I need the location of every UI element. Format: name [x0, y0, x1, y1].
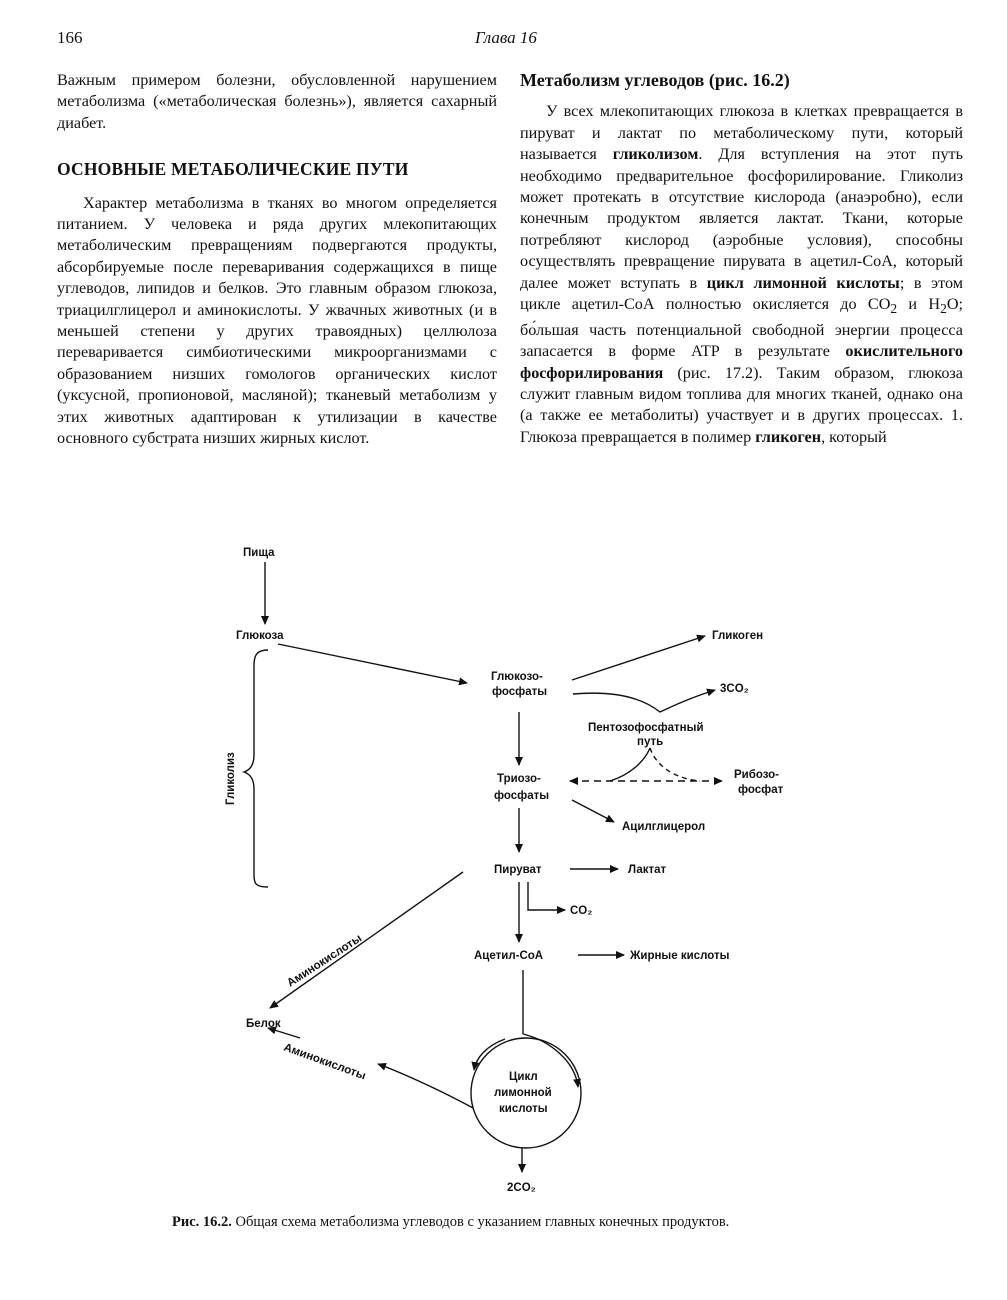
- text-run: . Для вступления на этот путь необходимо предварительное фосфорилирование. Гликолиз может протекать в отсутствие кислорода (анаэробно), если конечным продуктом является лактат. Ткани, которые потребляют кислород (аэробные условия), способны осуществлять превращение пирувата в ацетил-СоА, который далее может вступать в: [520, 145, 963, 292]
- text-run: O; бо́льшая часть потенциальной свободной энергии процесса запасается в форме ATP в результате: [520, 295, 963, 361]
- page-number: 166: [57, 28, 83, 47]
- label-pentose-1: Пентозофосфатный: [588, 722, 704, 734]
- pentose-hump: [610, 748, 650, 781]
- label-co2: CO₂: [570, 905, 593, 917]
- subscript: 2: [890, 301, 898, 317]
- label-lactate: Лактат: [628, 864, 667, 876]
- arrow-triose-acyl: [572, 800, 614, 822]
- label-triose-1: Триозо-: [497, 773, 541, 785]
- label-pentose-2: путь: [637, 736, 664, 748]
- page-header: [57, 28, 967, 52]
- label-ribose-2: фосфат: [738, 784, 784, 796]
- label-glucose: Глюкоза: [236, 630, 284, 642]
- label-cycle-2: лимонной: [494, 1087, 552, 1099]
- body-paragraph-right: [520, 101, 963, 448]
- arrow-pyruvate-co2: [528, 882, 565, 910]
- intro-paragraph: Важным примером болезни, обусловленной нарушением метаболизма («метаболическая болезнь»), является сахарный диабет.: [57, 71, 497, 132]
- label-gp-2: фосфаты: [492, 686, 548, 698]
- right-column: [520, 70, 963, 448]
- arrow-cycle-protein: [378, 1064, 473, 1108]
- label-glycolysis: Гликолиз: [225, 752, 237, 805]
- text-run: , который: [821, 427, 887, 446]
- label-food: Пища: [243, 547, 275, 559]
- pentose-hump-dashed: [650, 748, 700, 781]
- text-run: ; в этом цикле ацетил-СоА полностью окисляется до CO: [520, 273, 964, 314]
- label-ribose-1: Рибозо-: [734, 769, 780, 781]
- label-glycogen: Гликоген: [712, 630, 764, 642]
- arrow-pentose-co2: [573, 690, 715, 712]
- arrow-glucose-gp: [278, 644, 467, 683]
- text-run: (рис. 17.2). Таким образом, глюкоза служит главным видом топлива для многих тканей, однако она (а также ее метаболиты) участвует и в других процессах. 1. Глюкоза превращается в полимер: [520, 363, 963, 446]
- caption-label: Рис. 16.2.: [172, 1214, 232, 1230]
- term-oxidative-phosphorylation: окислительного фосфорилирования: [520, 342, 963, 382]
- label-gp-1: Глюкозо-: [491, 671, 543, 683]
- glycolysis-brace: [244, 650, 268, 887]
- arrow-gp-glycogen: [572, 636, 705, 680]
- label-cycle-1: Цикл: [509, 1071, 538, 1083]
- label-fatty-acids: Жирные кислоты: [630, 950, 730, 962]
- metabolism-diagram: [0, 520, 1007, 1210]
- subscript: 2: [940, 301, 947, 317]
- figure-caption: [172, 1214, 932, 1231]
- subsection-title: Метаболизм углеводов (рис. 16.2): [520, 70, 790, 90]
- left-column: [57, 70, 497, 450]
- label-3co2: 3CO₂: [720, 683, 749, 695]
- section-title: ОСНОВНЫЕ МЕТАБОЛИЧЕСКИЕ ПУТИ: [57, 159, 409, 180]
- term-glycogen: гликоген: [755, 427, 822, 446]
- label-cycle-3: кислоты: [499, 1103, 548, 1115]
- chapter-title: Глава 16: [475, 28, 537, 47]
- term-glycolysis: гликолизом: [612, 145, 699, 164]
- arrow-pyruvate-protein: [270, 872, 463, 1008]
- term-citric-cycle: цикл лимонной кислоты: [706, 273, 900, 292]
- label-pyruvate: Пируват: [494, 864, 542, 876]
- label-acylglycerol: Ацилглицерол: [622, 821, 706, 833]
- text-run: и H: [897, 295, 941, 314]
- label-amino-acids-2: Аминокислоты: [281, 1041, 368, 1083]
- label-amino-acids-1: Аминокислоты: [285, 932, 365, 990]
- label-protein: Белок: [246, 1018, 281, 1030]
- caption-text: Общая схема метаболизма углеводов с указанием главных конечных продуктов.: [231, 1214, 730, 1230]
- body-paragraph: Характер метаболизма в тканях во многом определяется питанием. У человека и ряда других млекопитающих метаболическим превращениям подвергаются продукты, абсорбируемые после переваривания содержащихся в пище углеводов, липидов и белков. Это главным образом глюкоза, триацилглицерол и аминокислоты. У жвачных животных (и в меньшей степени у других травоядных) целлюлоза переваривается симбиотическими микроорганизмами с образованием низших гомологов органических кислот (уксусной, пропионовой, масляной); тканевый метаболизм у этих животных адаптирован к утилизации в качестве основного субстрата низших жирных кислот.: [57, 193, 497, 448]
- label-triose-2: фосфаты: [494, 790, 550, 802]
- text-run: У всех млекопитающих глюкоза в клетках превращается в пируват и лактат по метаболическому пути, который называется: [520, 102, 963, 164]
- label-2co2: 2CO₂: [507, 1182, 536, 1194]
- label-acetyl-coa: Ацетил-CoA: [474, 950, 544, 962]
